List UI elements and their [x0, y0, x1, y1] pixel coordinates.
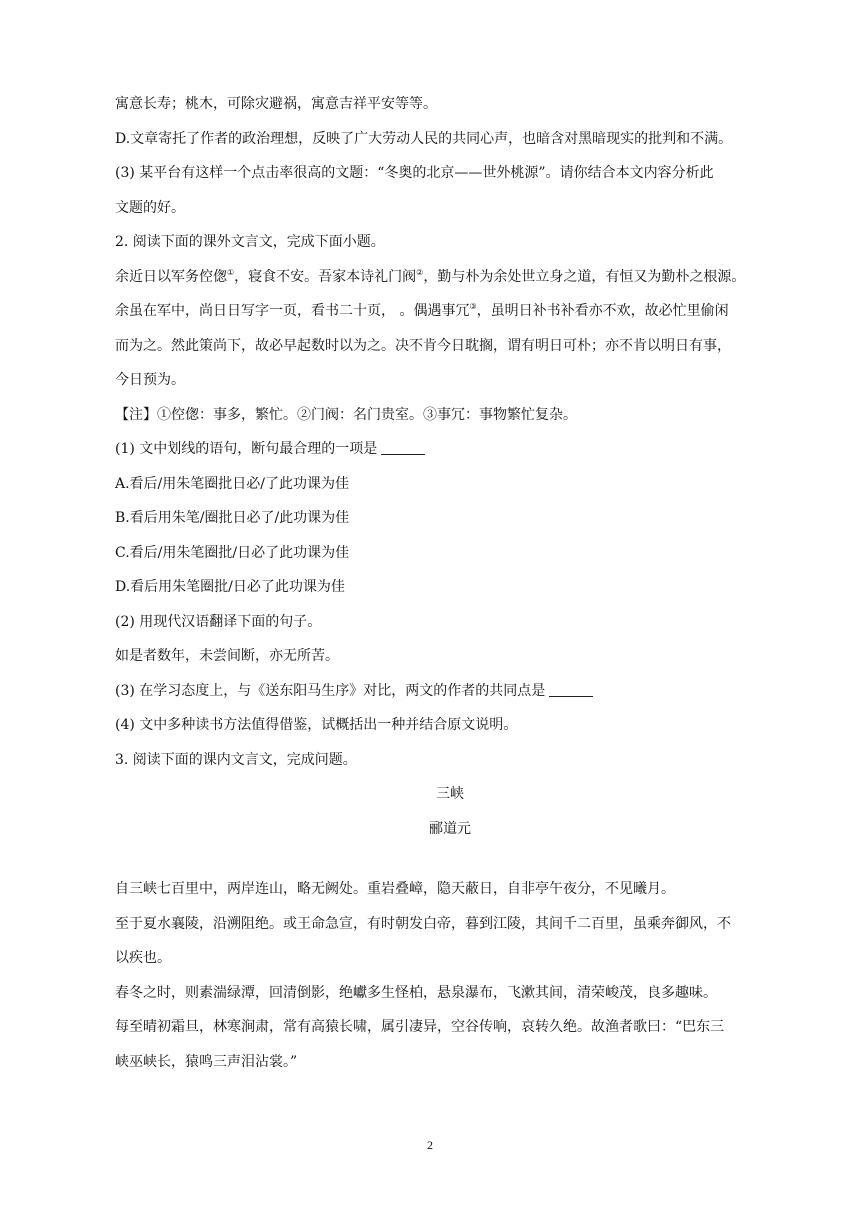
- passage-text: ，寝食不安。吾家本诗礼门阀: [234, 268, 417, 285]
- passage-text: ，勤与朴为余处世立身之道，有恒又为勤朴之根源。: [423, 268, 746, 285]
- option-d-line: D.文章寄托了作者的政治理想，反映了广大劳动人民的共同心声，也暗含对黑暗现实的批判和不满。: [115, 130, 733, 147]
- option-b: B.看后用朱笔/圈批日必了/此功课为佳: [115, 510, 350, 526]
- section-2-heading: 2. 阅读下面的课外文言文，完成下面小题。: [115, 234, 385, 250]
- sub-question-text: (3) 在学习态度上，与《送东阳马生序》对比，两文的作者的共同点是: [115, 682, 546, 699]
- passage-author: 郦道元: [429, 820, 471, 837]
- answer-blank[interactable]: [381, 440, 425, 455]
- sub-question-2: (2) 用现代汉语翻译下面的句子。: [115, 613, 322, 630]
- passage-title: 三峡: [436, 786, 464, 802]
- passage-paragraph: 春冬之时，则素湍绿潭，回清倒影，绝巘多生怪柏，悬泉瀑布，飞漱其间，清荣峻茂，良多趣味。: [115, 984, 717, 1001]
- passage-text: ，虽明日补书补看亦不欢，故必忙里偷闲: [476, 303, 729, 319]
- passage-paragraph-continued: 峡巫峡长，猿鸣三声泪沾裳。”: [115, 1053, 298, 1070]
- section-3-heading: 3. 阅读下面的课内文言文，完成问题。: [115, 751, 357, 768]
- passage-paragraph: 自三峡七百里中，两岸连山，略无阙处。重岩叠嶂，隐天蔽日，自非亭午夜分，不见曦月。: [115, 881, 675, 897]
- notes-line: 【注】①倥偬：事多，繁忙。②门阀：名门贵室。③事冗：事物繁忙复杂。: [115, 406, 577, 423]
- sub-question-3: [115, 674, 785, 709]
- footnote-marker: ③: [469, 302, 477, 311]
- passage-paragraph-continued: 以疾也。: [115, 950, 171, 966]
- passage-line: [115, 260, 785, 295]
- translate-sentence: 如是者数年，未尝间断，亦无所苦。: [115, 648, 339, 664]
- sub-question-text: (1) 文中划线的语句，断句最合理的一项是: [115, 441, 378, 457]
- passage-text: 余近日以军务倥偬: [115, 268, 227, 285]
- text-line: 寓意长寿；桃木，可除灾避祸，寓意吉祥平安等等。: [115, 96, 437, 112]
- passage-line: 今日预为。: [115, 372, 185, 388]
- passage-paragraph: 每至晴初霜旦，林寒涧肃，常有高猿长啸，属引凄异，空谷传响，哀转久绝。故渔者歌曰：“巴东三: [115, 1019, 725, 1035]
- page-number: 2: [427, 1138, 433, 1152]
- question-3-continued: 文题的好。: [115, 199, 185, 216]
- answer-blank[interactable]: [549, 682, 593, 697]
- option-a: A.看后/用朱笔圈批日必/了此功课为佳: [115, 475, 349, 492]
- question-3-line: (3) 某平台有这样一个点击率很高的文题：“冬奥的北京——世外桃源”。请你结合本文内容分析此: [115, 165, 714, 181]
- sub-question-4: (4) 文中多种读书方法值得借鉴，试概括出一种并结合原文说明。: [115, 717, 518, 733]
- footnote-marker: ②: [416, 267, 424, 277]
- passage-line: 而为之。然此策尚下，故必早起数时以为之。决不肯今日耽搁，谓有明日可朴；亦不肯以明日有事，: [115, 337, 731, 354]
- sub-question-1: [115, 432, 785, 467]
- page-content: [115, 87, 785, 1079]
- passage-line: [115, 294, 785, 329]
- footnote-marker: ①: [227, 267, 235, 277]
- option-d: D.看后用朱笔圈批/日必了此功课为佳: [115, 579, 345, 595]
- option-c: C.看后/用朱笔圈批/日必了此功课为佳: [115, 544, 350, 561]
- spacer: [115, 846, 785, 872]
- passage-text: 余虽在军中，尚日日写字一页，看书二十页， 。偶遇事冗: [115, 303, 470, 319]
- passage-paragraph: 至于夏水襄陵，沿溯阻绝。或王命急宣，有时朝发白帝，暮到江陵，其间千二百里，虽乘奔御风，不: [115, 915, 731, 932]
